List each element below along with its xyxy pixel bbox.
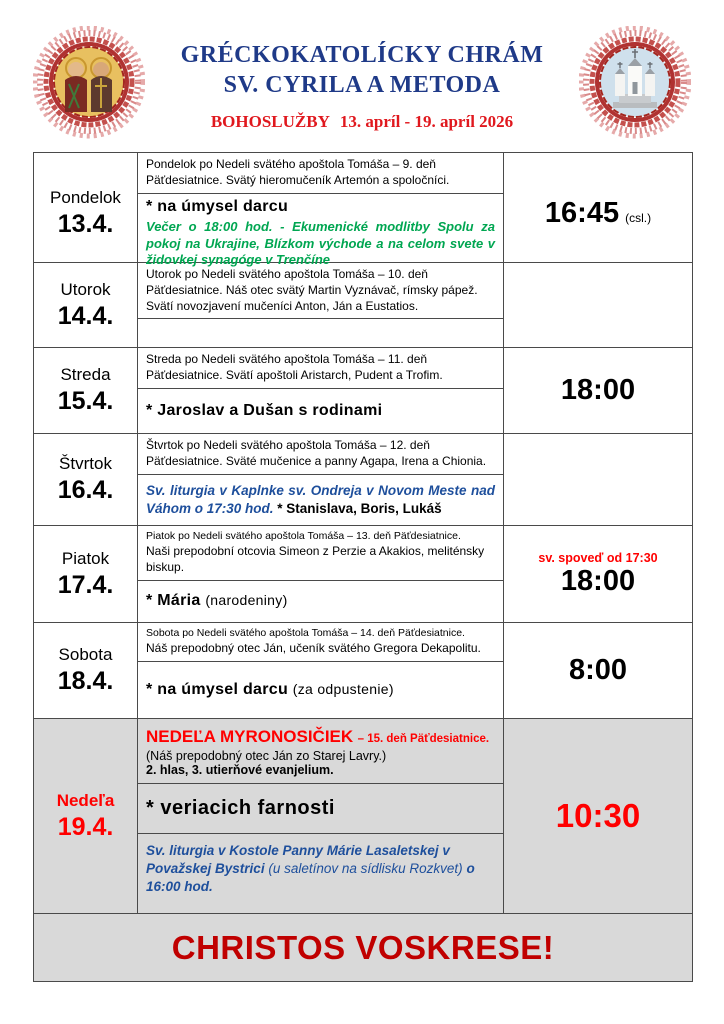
time-value: 18:00 [560,374,636,406]
feast-rest-text: Naši prepodobní otcovia Simeon z Perzie a Akakios, meliténsky biskup. [146,543,485,574]
day-cell [34,263,137,347]
day-name: Sobota [58,645,113,664]
time-value: 8:00 [568,654,628,686]
description-cell [137,719,504,913]
time-cell [504,348,692,433]
page-header [0,0,724,144]
intention-cell [138,319,503,347]
description-cell [137,623,504,718]
feast-text: Utorok po Nedeli svätého apoštola Tomáša – 10. deň Päťdesiatnice. Náš otec svätý Martin Vyznávač, rímsky pápež. Svätí novozjavení mučeníci Anton, Ján a Eustatios. [138,263,503,319]
table-row-streda [34,348,692,434]
intention-cell [138,475,503,525]
intention-suffix: (narodeniny) [205,592,288,609]
liturgy-note [146,482,495,518]
day-name: Utorok [60,279,111,299]
church-emblem-icon [579,26,691,144]
sunday-tone: 2. hlas, 3. utierňové evanjelium. [146,763,334,777]
table-row-utorok [34,263,692,348]
intention-text [146,592,495,610]
page-title [145,40,579,100]
intention-text: * Stanislava, Boris, Lukáš [277,500,442,516]
day-cell [34,623,137,718]
feast-small-text: Sobota po Nedeli svätého apoštola Tomáša – 14. deň Päťdesiatnice. [146,627,465,639]
time-cell [504,434,692,525]
time-cell [504,719,692,913]
feast-small-text: Piatok po Nedeli svätého apoštola Tomáša – 13. deň Päťdesiatnice. [146,530,461,542]
feast-text: Štvrtok po Nedeli svätého apoštola Tomáša – 12. deň Päťdesiatnice. Sväté mučenice a panny Agapa, Irena a Chionia. [138,434,503,475]
subtitle-label: BOHOSLUŽBY [210,112,330,131]
cyril-methodius-icon [33,26,145,144]
day-cell [34,434,137,525]
feast-rest-text: Náš prepodobný otec Ján, učeník svätého Gregora Dekapolitu. [146,640,481,655]
day-cell [34,348,137,433]
schedule-table [33,152,693,982]
intention-text [146,681,495,699]
day-date: 16.4. [57,476,114,504]
time-suffix: (csl.) [625,210,652,225]
blue-note-regular: (u saletínov na sídlisku Rozkvet) [268,861,463,877]
schedule-subtitle [145,112,579,132]
title-line-2: SV. CYRILA A METODA [223,72,501,98]
feast-text [138,526,503,581]
subtitle-dates: 13. apríl - 19. apríl 2026 [339,112,514,131]
day-cell [34,153,137,273]
time-cell [504,263,692,347]
intention-cell [138,194,503,274]
table-row-nedela [34,719,692,914]
day-date: 14.4. [57,301,114,330]
description-cell [137,348,504,433]
day-name: Streda [60,365,111,384]
table-row-stvrtok [34,434,692,526]
time-cell [504,526,692,622]
intention-cell [138,389,503,433]
intention-text: * Jaroslav a Dušan s rodinami [146,401,383,419]
intention-suffix: (za odpustenie) [292,680,394,697]
day-name: Pondelok [50,187,121,207]
feast-text [138,623,503,662]
confession-note: sv. spoveď od 17:30 [538,550,658,565]
day-date: 15.4. [57,387,114,415]
description-cell [137,434,504,525]
day-name: Štvrtok [59,454,112,473]
table-row-sobota [34,623,692,719]
time-cell [504,623,692,718]
description-cell [137,526,504,622]
sunday-title: NEDEĽA MYRONOSIČIEK [146,727,354,746]
day-date: 13.4. [57,209,114,238]
intention-cell [138,662,503,718]
liturgy-note-cell [138,834,503,913]
title-line-1: GRÉCKOKATOLÍCKY CHRÁM [180,42,544,68]
blue-note-text: Sv. liturgia v Kaplnke sv. Ondreja v Novom Meste nad Váhom o 17:30 hod. [146,482,495,516]
feast-text: Pondelok po Nedeli svätého apoštola Tomáša – 9. deň Päťdesiatnice. Svätý hieromučeník Artemón a spoločníci. [138,153,503,194]
description-cell [137,153,504,273]
intention-cell [138,784,503,834]
day-name: Nedeľa [56,790,115,810]
table-row-piatok [34,526,692,623]
sunday-feast-cell [138,719,503,784]
day-date: 18.4. [57,667,114,695]
header-titles [145,26,579,132]
intention-text: * na úmysel darcu [146,197,289,215]
blue-note-bold-1: Sv. liturgia v Kostole Panny Márie Lasaletskej v Považskej Bystrici [146,843,450,877]
intention-bold: * na úmysel darcu [146,680,289,698]
day-cell [34,719,137,913]
feast-text: Streda po Nedeli svätého apoštola Tomáša – 11. deň Päťdesiatnice. Svätí apoštoli Aristarch, Pudent a Trofim. [138,348,503,389]
easter-banner-row [34,914,692,981]
day-cell [34,526,137,622]
intention-bold: * Mária [146,592,201,610]
time-value: 18:00 [560,564,636,597]
intention-cell [138,581,503,622]
description-cell [137,263,504,347]
sunday-title-line [146,727,495,747]
day-date: 19.4. [57,812,114,841]
green-note-text: Večer o 18:00 hod. - Ekumenické modlitby Spolu za pokoj na Ukrajine, Blízkom východe a na celom svete v židovkej synagóge v Trenčíne [146,218,495,268]
table-row-pondelok [34,153,692,268]
day-date: 17.4. [57,570,114,599]
easter-greeting: CHRISTOS VOSKRESE! [171,928,555,966]
blue-note-bold-2: o 16:00 hod. [146,861,475,895]
sunday-subtitle: (Náš prepodobný otec Ján zo Starej Lavry.) [146,749,387,763]
time-cell [504,153,692,273]
intention-text: * veriacich farnosti [146,797,335,819]
time-value: 16:45 [544,196,620,229]
time-value: 10:30 [555,797,641,834]
day-name: Piatok [61,548,110,568]
sunday-title-suffix: – 15. deň Päťdesiatnice. [357,733,490,745]
